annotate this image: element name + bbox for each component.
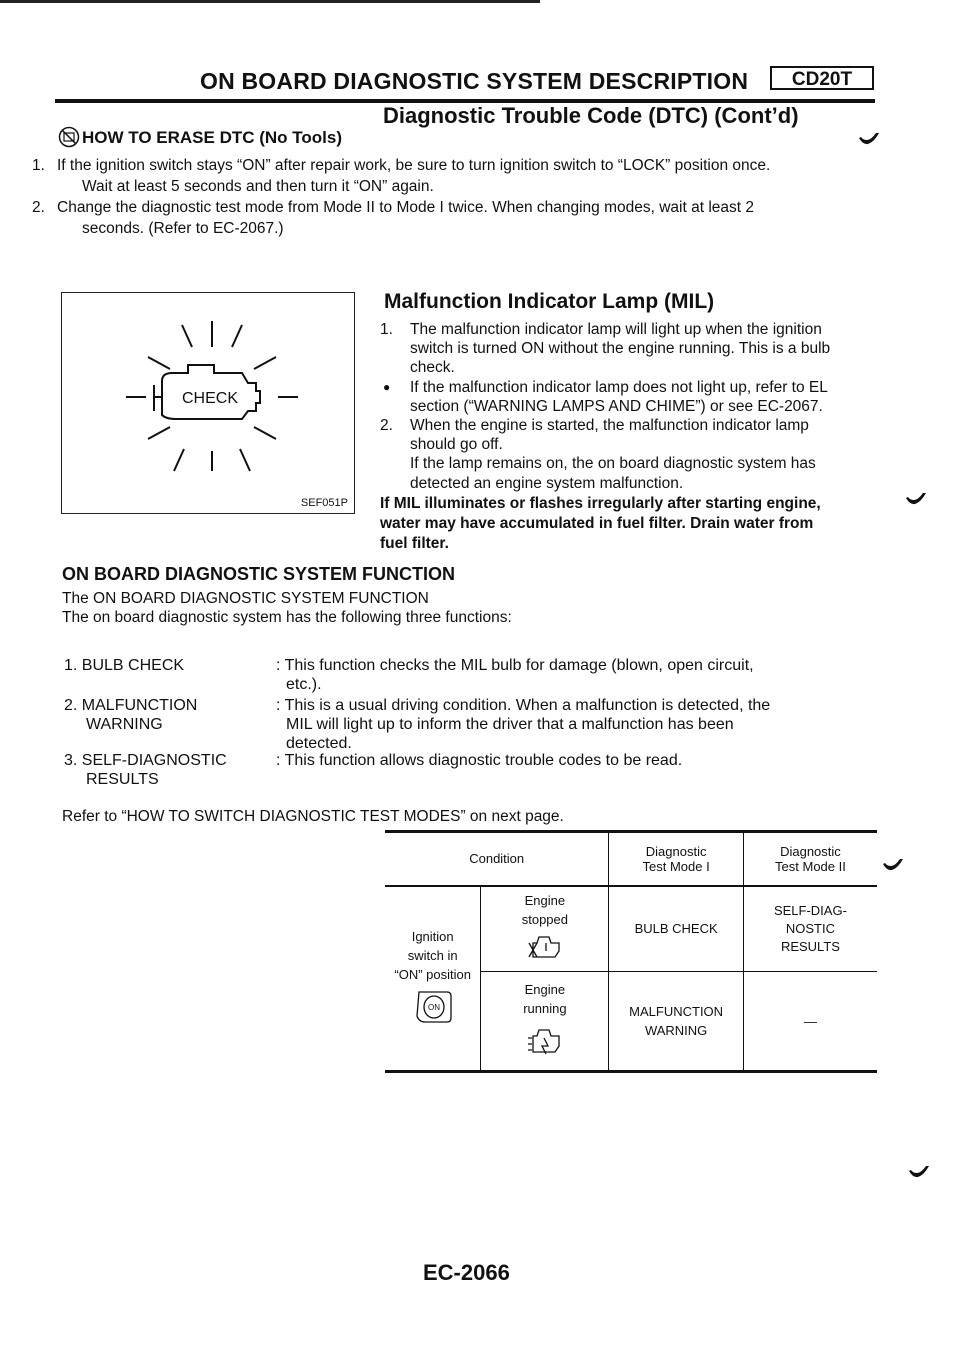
section-subtitle: Diagnostic Trouble Code (DTC) (Cont’d) (383, 103, 799, 128)
check-engine-lamp-icon (102, 311, 322, 481)
bullet-icon: ● (383, 379, 391, 394)
self-diag-cell (743, 886, 877, 972)
ignition-line: switch in (407, 948, 458, 964)
mil-line (380, 378, 880, 397)
function-desc (276, 656, 754, 694)
function-name-line: RESULTS (86, 771, 159, 788)
malfunction-warning-cell (609, 972, 744, 1072)
engine-stopped-cell (481, 886, 609, 972)
bulb-check-cell: BULB CHECK (609, 886, 744, 972)
header-mode-2 (743, 832, 877, 886)
mil-line-text: section (“WARNING LAMPS AND CHIME”) or see EC-2067. (410, 397, 823, 415)
header-mode-1-line: Diagnostic (645, 843, 707, 859)
mil-line (380, 397, 880, 416)
mil-line-text: switch is turned ON without the engine running. This is a bulb (410, 340, 831, 358)
mil-warning (380, 494, 880, 554)
function-desc-line: detected. (286, 735, 352, 752)
mil-line (380, 358, 880, 377)
step-number: 2. (32, 199, 45, 216)
mil-text (380, 320, 880, 554)
margin-check-mark-icon (908, 1165, 930, 1179)
erase-step (32, 197, 882, 239)
step-line: Change the diagnostic test mode from Mode II to Mode I twice. When changing modes, wait at least 2 (57, 199, 755, 216)
function-name-line: 3. SELF-DIAGNOSTIC (64, 752, 227, 769)
check-label: CHECK (181, 390, 239, 407)
margin-check-mark-icon (858, 132, 880, 146)
refer-note: Refer to “HOW TO SWITCH DIAGNOSTIC TEST MODES” on next page. (62, 808, 564, 825)
self-diag-line: RESULTS (780, 938, 840, 954)
engine-stopped-icon (525, 931, 565, 961)
engine-state-line: Engine (524, 981, 566, 997)
header-mode-2-line: Test Mode II (775, 858, 846, 874)
mil-line-text: If the lamp remains on, the on board diagnostic system has (410, 455, 816, 473)
function-name (64, 751, 227, 789)
intro-line: The ON BOARD DIAGNOSTIC SYSTEM FUNCTION (62, 590, 429, 607)
function-desc-line: MIL will light up to inform the driver that a malfunction has been (286, 716, 734, 733)
header-condition: Condition (385, 832, 609, 886)
warning-line: water may have accumulated in fuel filter. Drain water from (380, 514, 814, 532)
obd-intro (62, 589, 512, 627)
empty-mode-2-cell: — (743, 972, 877, 1072)
mil-line (380, 339, 880, 358)
malfunction-line: WARNING (644, 1023, 708, 1038)
malfunction-line: MALFUNCTION (629, 1004, 724, 1019)
mil-line (380, 416, 880, 435)
obd-function-heading: ON BOARD DIAGNOSTIC SYSTEM FUNCTION (62, 564, 456, 584)
function-name (64, 656, 184, 675)
engine-running-icon (525, 1024, 565, 1058)
header-mode-1 (609, 832, 744, 886)
ignition-key-icon (411, 988, 455, 1024)
no-tools-icon (58, 126, 80, 148)
function-desc-line: : This function checks the MIL bulb for damage (blown, open circuit, (276, 657, 754, 674)
mil-line (380, 435, 880, 454)
step-number: 1. (32, 157, 45, 174)
ignition-line: “ON” position (394, 967, 471, 983)
ignition-cell (385, 886, 481, 1072)
step-line: seconds. (Refer to EC-2067.) (82, 220, 284, 237)
function-name-line: WARNING (86, 716, 163, 733)
header-mode-2-line: Diagnostic (780, 843, 841, 859)
table-header-row (385, 832, 877, 886)
engine-state-line: stopped (521, 912, 568, 928)
mil-line-text: If the malfunction indicator lamp does not light up, refer to EL (410, 378, 828, 396)
test-mode-table (385, 830, 877, 1073)
margin-check-mark-icon (882, 858, 904, 872)
function-desc (276, 751, 682, 770)
function-desc-line: : This function allows diagnostic trouble codes to be read. (276, 752, 683, 769)
header-mode-1-line: Test Mode I (642, 858, 710, 874)
erase-dtc-heading: HOW TO ERASE DTC (No Tools) (82, 128, 343, 147)
engine-code-badge: CD20T (770, 66, 874, 90)
mil-line-text: When the engine is started, the malfunction indicator lamp (410, 417, 809, 435)
function-name (64, 696, 197, 734)
mil-line-marker: 2. (380, 417, 393, 435)
margin-check-mark-icon (905, 492, 927, 506)
table-row (385, 886, 877, 972)
figure-label: SEF051P (300, 497, 348, 509)
ignition-line: Ignition (411, 929, 454, 945)
intro-line: The on board diagnostic system has the following three functions: (62, 609, 512, 626)
engine-running-cell (481, 972, 609, 1072)
function-name-line: 1. BULB CHECK (64, 657, 185, 674)
mil-line-text: The malfunction indicator lamp will light up when the ignition (410, 321, 822, 338)
engine-state-line: Engine (524, 893, 566, 909)
self-diag-line: NOSTIC (785, 920, 835, 936)
mil-heading: Malfunction Indicator Lamp (MIL) (384, 290, 715, 313)
mil-line (380, 320, 880, 339)
page-title: ON BOARD DIAGNOSTIC SYSTEM DESCRIPTION (200, 68, 749, 94)
mil-figure (61, 292, 355, 514)
erase-step (32, 155, 882, 197)
mil-line-marker: 1. (380, 321, 393, 338)
function-desc-line: : This is a usual driving condition. When a malfunction is detected, the (276, 697, 771, 714)
mil-line (380, 474, 880, 493)
mil-line-text: check. (410, 359, 455, 377)
function-desc-line: etc.). (286, 676, 322, 693)
function-name-line: 2. MALFUNCTION (64, 697, 198, 714)
step-line: If the ignition switch stays “ON” after repair work, be sure to turn ignition switch to “LOCK” position once. (57, 157, 771, 174)
engine-state-line: running (523, 1000, 567, 1016)
function-desc (276, 696, 770, 753)
mil-line-text: detected an engine system malfunction. (410, 474, 684, 492)
mil-line-text: should go off. (410, 436, 503, 454)
top-rule (0, 0, 540, 3)
step-line: Wait at least 5 seconds and then turn it “ON” again. (82, 178, 434, 195)
self-diag-line: SELF-DIAG- (773, 902, 847, 918)
warning-line: fuel filter. (380, 534, 449, 552)
warning-line: If MIL illuminates or flashes irregularly after starting engine, (380, 494, 821, 512)
page-number: EC-2066 (423, 1260, 510, 1285)
key-on-label: ON (427, 1003, 440, 1013)
mil-line (380, 454, 880, 473)
